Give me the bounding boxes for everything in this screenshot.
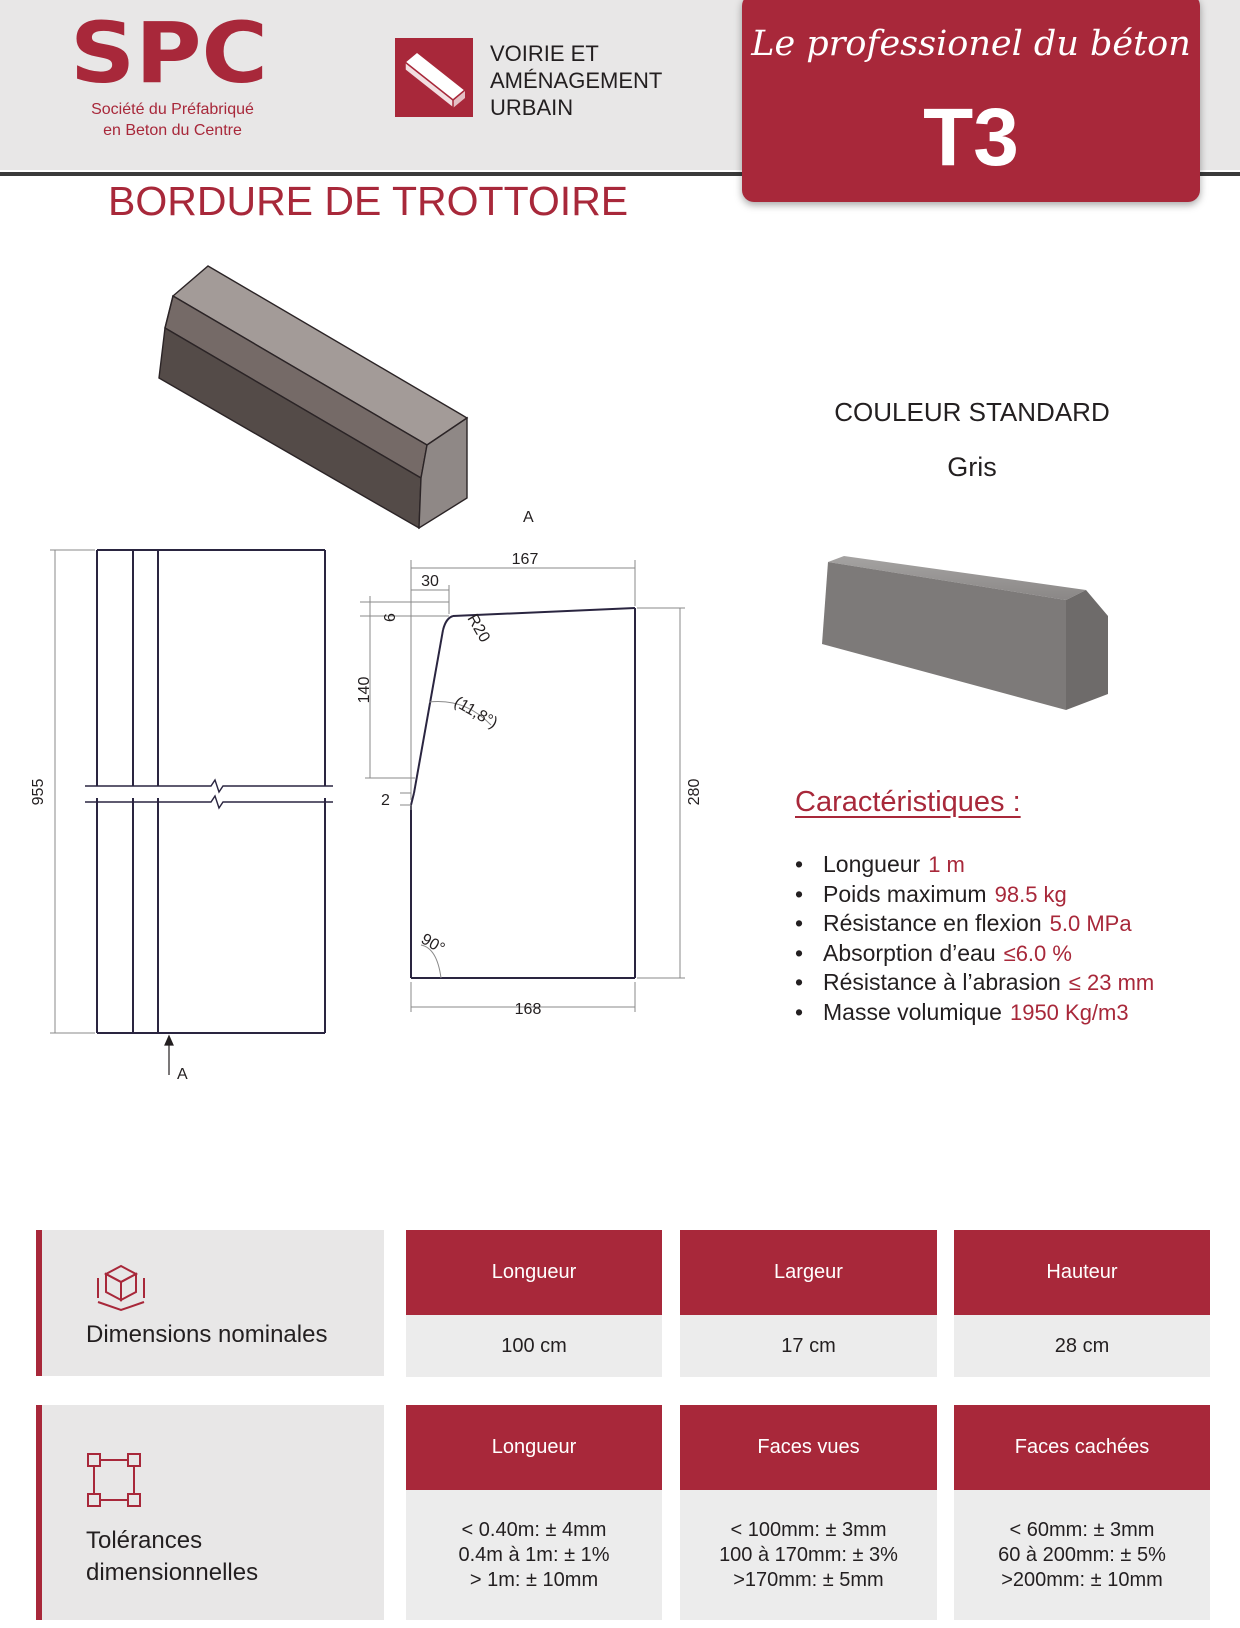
curb-block-icon [395, 38, 473, 117]
colour-label: COULEUR STANDARD [834, 397, 1110, 427]
category-line1: VOIRIE ET [490, 41, 599, 66]
characteristic-value: ≤6.0 % [1003, 940, 1072, 966]
product-reference: T3 [923, 92, 1019, 183]
list-item: • Absorption d’eau ≤6.0 % [795, 939, 1072, 966]
list-item: • Résistance à l’abrasion ≤ 23 mm [795, 969, 1155, 995]
characteristic-label: Longueur [823, 851, 921, 877]
category-line2: AMÉNAGEMENT [490, 68, 663, 93]
dim-angle: (11,8°) [451, 693, 501, 732]
dim-total-height: 280 [686, 778, 703, 806]
dimensions-label: Dimensions nominales [86, 1321, 328, 1348]
spc-logo [70, 4, 268, 102]
tolerances-value-length: < 0.40m: ± 4mm 0.4m à 1m: ± 1% > 1m: ± 10mm [406, 1490, 662, 1620]
dim-right-angle: 90° [418, 930, 448, 958]
dim-foot-height: 2 [381, 792, 390, 809]
list-item: • Résistance en flexion 5.0 MPa [795, 910, 1132, 936]
characteristic-label: Absorption d’eau [823, 939, 996, 966]
characteristic-label: Résistance en flexion [823, 910, 1042, 936]
tagline: Le professionel du béton [751, 24, 1191, 64]
characteristic-label: Résistance à l’abrasion [823, 969, 1061, 995]
colour-value: Gris [947, 452, 997, 482]
product-title: BORDURE DE TROTTOIRE [108, 178, 629, 224]
list-item: • Masse volumique 1950 Kg/m3 [795, 998, 1129, 1025]
isometric-view [155, 270, 500, 555]
curb-photo [820, 552, 1110, 718]
view-label-a-top: A [523, 509, 534, 526]
dim-base-width: 168 [514, 1001, 542, 1018]
view-label-a-bottom: A [177, 1066, 188, 1083]
characteristics-list [795, 850, 1154, 1027]
tolerances-label-line2: dimensionnelles [86, 1559, 259, 1586]
category-line3: URBAIN [490, 95, 574, 120]
dim-chamfer-width: 30 [421, 573, 439, 590]
dim-chamfer-height: 6 [382, 613, 399, 622]
tolerances-header-hidden-faces: Faces cachées [954, 1405, 1210, 1490]
tolerances-label-line1: Tolérances [86, 1527, 203, 1554]
characteristic-label: Poids maximum [823, 880, 987, 907]
characteristic-value: ≤ 23 mm [1068, 970, 1155, 995]
characteristic-value: 5.0 MPa [1049, 911, 1132, 936]
company-name-line2: en Beton du Centre [103, 122, 242, 139]
tolerances-header-length: Longueur [406, 1405, 662, 1490]
category-label [490, 40, 662, 121]
characteristics-title: Caractéristiques : [795, 786, 1021, 818]
dimensions-value-height: 28 cm [954, 1315, 1210, 1377]
cube-dimensions-icon [84, 1264, 150, 1317]
company-name-line1: Société du Préfabriqué [91, 101, 254, 118]
dimensions-header-width: Largeur [680, 1230, 937, 1315]
logo-text: SPC [70, 4, 268, 102]
dim-length: 955 [30, 778, 47, 806]
dimensions-value-width: 17 cm [680, 1315, 937, 1377]
dim-radius: R20 [463, 611, 493, 646]
list-item: • Poids maximum 98.5 kg [795, 880, 1067, 907]
characteristic-value: 98.5 kg [994, 881, 1067, 907]
dimensions-header-length: Longueur [406, 1230, 662, 1315]
dim-top-width: 167 [511, 551, 539, 568]
technical-drawing [25, 509, 725, 1120]
tolerances-value-hidden-faces: < 60mm: ± 3mm 60 à 200mm: ± 5% >200mm: ± 10mm [954, 1490, 1210, 1620]
characteristic-value: 1950 Kg/m3 [1009, 999, 1129, 1025]
dimensions-value-length: 100 cm [406, 1315, 662, 1377]
dim-slope-height: 140 [356, 676, 373, 704]
tolerances-header-visible-faces: Faces vues [680, 1405, 937, 1490]
dimensions-header-height: Hauteur [954, 1230, 1210, 1315]
bounding-box-icon [86, 1452, 142, 1513]
list-item: • Longueur 1 m [795, 851, 965, 877]
tolerances-value-visible-faces: < 100mm: ± 3mm 100 à 170mm: ± 3% >170mm: ± 5mm [680, 1490, 937, 1620]
characteristic-value: 1 m [928, 852, 965, 877]
characteristic-label: Masse volumique [823, 998, 1002, 1025]
